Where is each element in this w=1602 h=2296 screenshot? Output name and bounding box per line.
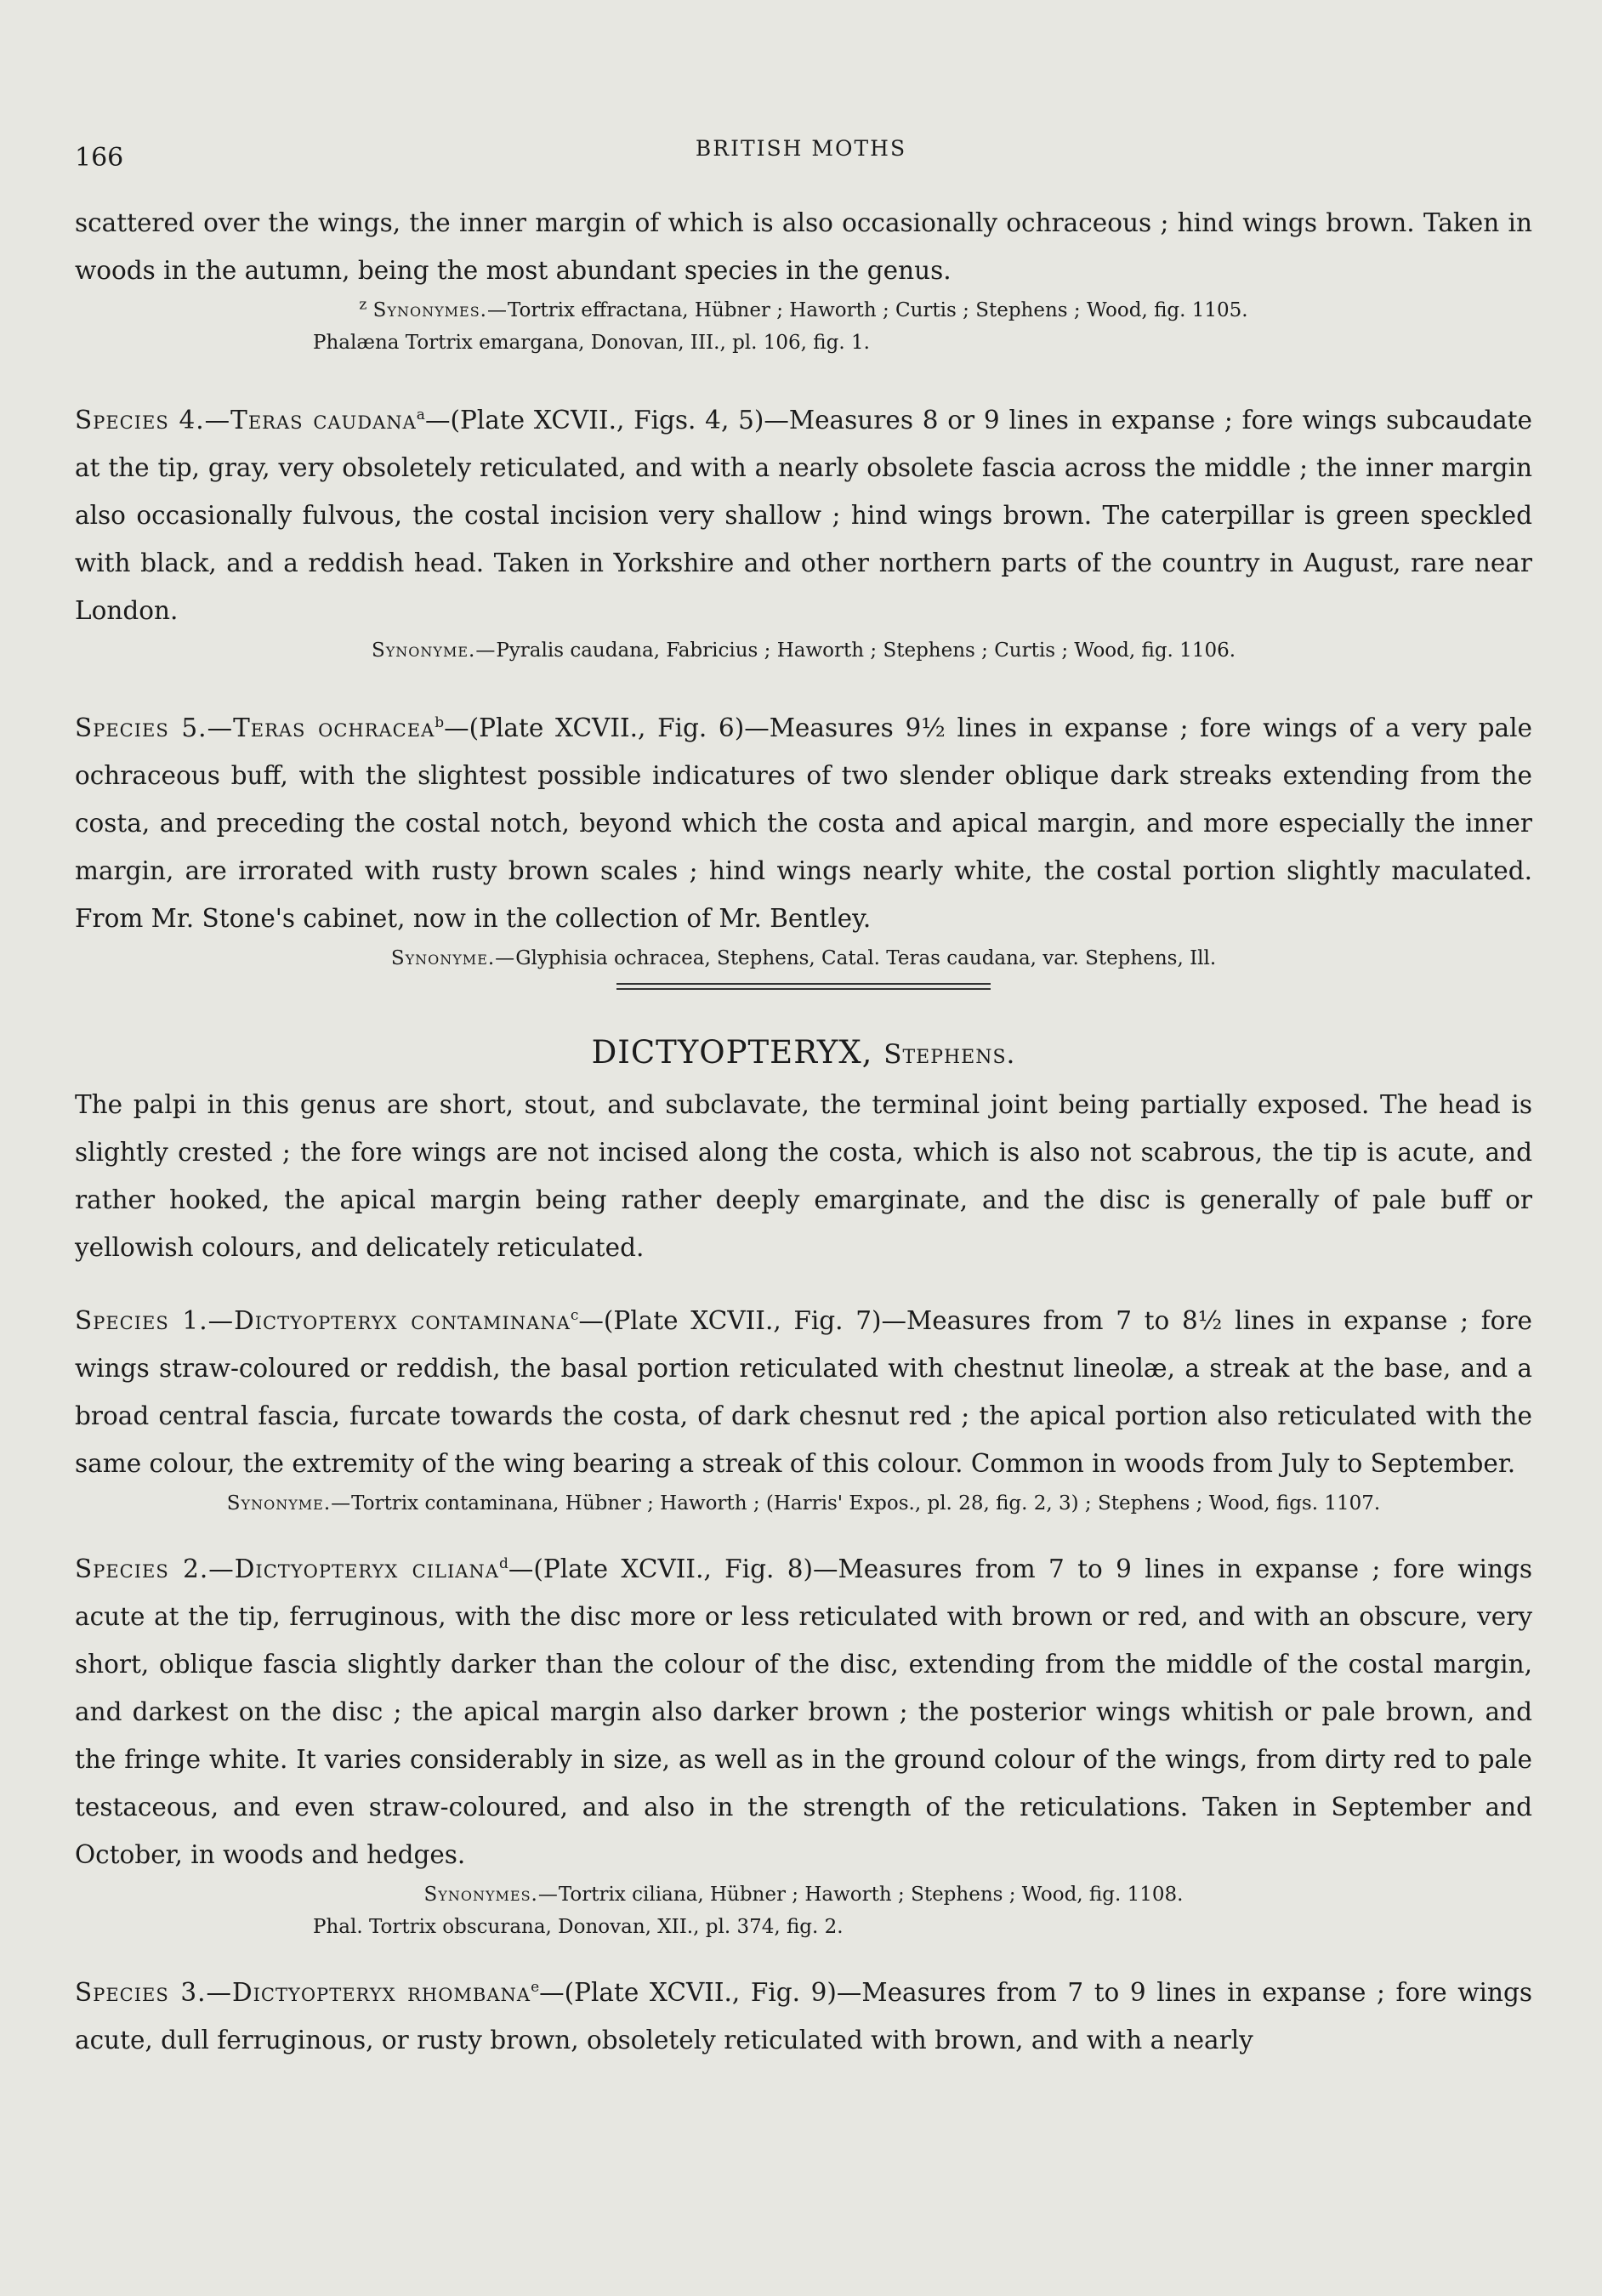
- species-rhombana: Species 3.—Dictyopteryx rhombana$^e$—(Plate XCVII., Fig. 9)—Measures from 7 to 9 lines in expanse ; fore wings acute, dull ferruginous, or rusty brown, obsoletely reticulated with brown, and with a nearly: [75, 1978, 1532, 2054]
- species-contaminana: Species 1.—Dictyopteryx contaminana$^c$—(Plate XCVII., Fig. 7)—Measures from 7 to 8½ lines in expanse ; fore wings straw-coloured or reddish, the basal portion reticulated with chestnut lineolæ, a streak at the base, and a broad central fascia, furcate towards the costa, of dark chesnut red ; the apical portion also reticulated with the same colour, the extremity of the wing bearing a streak of this colour. Common in woods from July to September.: [75, 1306, 1532, 1478]
- contaminana-synonyms: Synonyme.—Tortrix contaminana, Hübner ; Haworth ; (Harris' Expos., pl. 28, fig. 2, 3) ; Stephens ; Wood, figs. 1107.: [226, 1492, 1381, 1515]
- species-heading: Species 2.—Dictyopteryx ciliana: [75, 1554, 499, 1583]
- ciliana-synonyms: Synonymes.—Tortrix ciliana, Hübner ; Haworth ; Stephens ; Wood, fig. 1108.: [423, 1884, 1184, 1906]
- intro-synonyms-line2: Phalæna Tortrix emargana, Donovan, III., pl. 106, fig. 1.: [313, 332, 870, 354]
- genus-heading: DICTYOPTERYX, Stephens.: [591, 1034, 1016, 1071]
- species-ciliana: Species 2.—Dictyopteryx ciliana$^d$—(Plate XCVII., Fig. 8)—Measures from 7 to 9 lines in expanse ; fore wings acute at the tip, ferruginous, with the disc more or less reticulated with brown or red, and with an obscure, very short, oblique fascia slightly darker than the colour of the disc, extending from the middle of the costal margin, and darkest on the disc ; the apical margin also darker brown ; the posterior wings whitish or pale brown, and the fringe white. It varies considerably in size, as well as in the ground colour of the wings, from dirty red to pale testaceous, and even straw-coloured, and also in the strength of the reticulations. Taken in September and October, in woods and hedges.: [75, 1554, 1532, 1869]
- intro-paragraph: scattered over the wings, the inner margin of which is also occasionally ochraceous ; hind wings brown. Taken in woods in the autumn, being the most abundant species in the genus.: [75, 208, 1532, 285]
- page-number: 166: [75, 143, 124, 173]
- ciliana-synonyms-line2: Phal. Tortrix obscurana, Donovan, XII., pl. 374, fig. 2.: [313, 1916, 844, 1938]
- species-heading: Species 1.—Dictyopteryx contaminana: [75, 1306, 571, 1335]
- species-heading: Species 3.—Dictyopteryx rhombana: [75, 1978, 531, 2007]
- genus-description: The palpi in this genus are short, stout, and subclavate, the terminal joint being partially exposed. The head is slightly crested ; the fore wings are not incised along the costa, which is also not scabrous, the tip is acute, and rather hooked, the apical margin being rather deeply emarginate, and the disc is generally of pale buff or yellowish colours, and delicately reticulated.: [75, 1090, 1532, 1262]
- page-content: [75, 199, 1532, 2064]
- species-caudana: Species 4.—Teras caudana$^a$—(Plate XCVII., Figs. 4, 5)—Measures 8 or 9 lines in expanse ; fore wings subcaudate at the tip, gray, very obsoletely reticulated, and with a nearly obsolete fascia across the middle ; the inner margin also occasionally fulvous, the costal incision very shallow ; hind wings brown. The caterpillar is green speckled with black, and a reddish head. Taken in Yorkshire and other northern parts of the country in August, rare near London.: [75, 406, 1532, 625]
- section-divider: [616, 983, 991, 990]
- species-heading: Species 4.—Teras caudana: [75, 406, 417, 435]
- intro-synonyms: $^z$ Synonymes.—Tortrix effractana, Hübner ; Haworth ; Curtis ; Stephens ; Wood, fig. 1105.: [359, 296, 1248, 321]
- species-ochracea: Species 5.—Teras ochracea$^b$—(Plate XCVII., Fig. 6)—Measures 9½ lines in expanse ; fore wings of a very pale ochraceous buff, with the slightest possible indicatures of two slender oblique dark streaks extending from the costa, and preceding the costal notch, beyond which the costa and apical margin, and more especially the inner margin, are irrorated with rusty brown scales ; hind wings nearly white, the costal portion slightly maculated. From Mr. Stone's cabinet, now in the collection of Mr. Bentley.: [75, 713, 1532, 933]
- species-heading: Species 5.—Teras ochracea: [75, 713, 435, 742]
- caudana-synonyms: Synonyme.—Pyralis caudana, Fabricius ; Haworth ; Stephens ; Curtis ; Wood, fig. 1106.: [371, 639, 1236, 662]
- running-title: BRITISH MOTHS: [695, 136, 907, 161]
- ochracea-synonyms: Synonyme.—Glyphisia ochracea, Stephens, Catal. Teras caudana, var. Stephens, Ill.: [390, 947, 1217, 969]
